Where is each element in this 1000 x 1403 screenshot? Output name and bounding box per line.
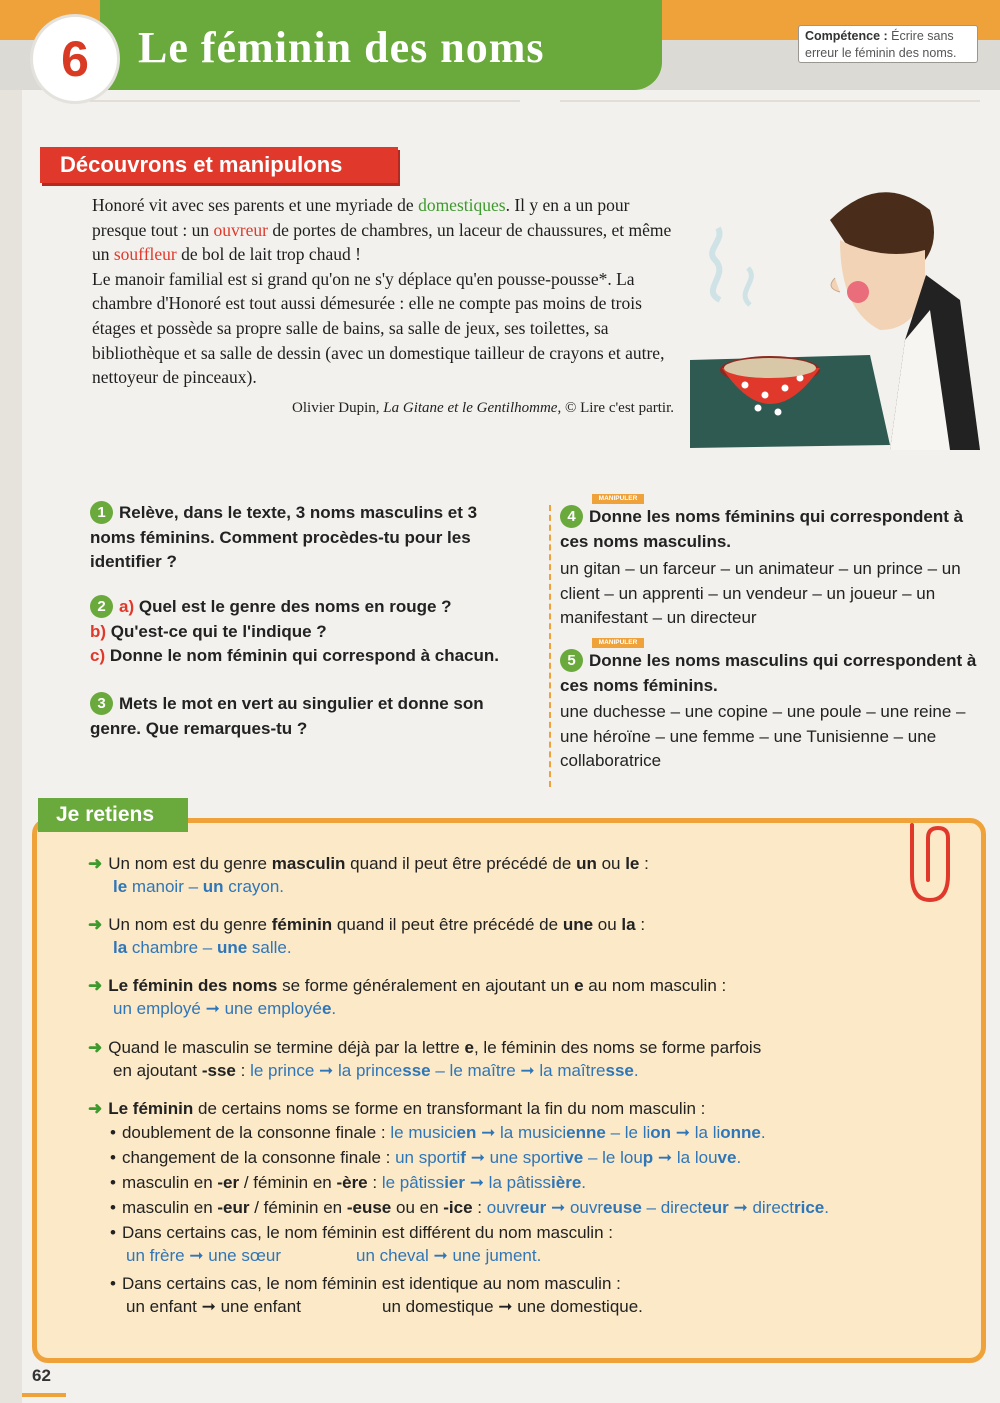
red-word: ouvreur (213, 219, 268, 240)
example-text: ➞ la li (671, 1123, 721, 1142)
bullet-text: masculin en (121, 1198, 218, 1217)
rule-text: Quand le masculin se termine déjà par la lettre (108, 1038, 465, 1057)
source-book: La Gitane et le Gentilhomme (383, 400, 558, 416)
rule-bold: Le féminin (108, 1099, 194, 1118)
arrow-icon: ➜ (88, 976, 103, 995)
question-2b (90, 620, 530, 645)
show-through-lines (90, 100, 520, 112)
example-text: chambre – (127, 938, 217, 957)
bullet-text: doublement de la consonne finale : (121, 1123, 391, 1142)
question-3-text: Mets le mot en vert au singulier et donne son genre. Que remarques-tu ? (90, 694, 484, 738)
example-text: – le maître ➞ la maître (430, 1061, 606, 1080)
example-bold: sse (402, 1061, 431, 1080)
bullet-text: : (472, 1198, 487, 1217)
bullet-example (487, 1198, 829, 1217)
example-text: . (633, 1061, 639, 1080)
rule-bold: un (576, 854, 597, 873)
question-2b-text: Qu'est-ce qui te l'indique ? (106, 621, 327, 641)
question-4 (560, 505, 980, 554)
bullet-example (382, 1173, 586, 1192)
question-2a (90, 595, 530, 620)
example-text: ➞ une sporti (465, 1148, 565, 1167)
question-4-words: un gitan – un farceur – un animateur – un prince – un client – un apprenti – un vendeur – un joueur – un manifestant – un directeur (560, 559, 961, 627)
manipuler-badge: MANIPULER (592, 494, 644, 504)
rule-bold: e (574, 976, 584, 995)
bullet-eur-euse (110, 1196, 970, 1219)
rule-transformation (88, 1097, 968, 1120)
rule-bold: la (621, 915, 636, 934)
example-bold: une (216, 938, 248, 957)
question-number-badge: 2 (90, 595, 113, 618)
example-text: . (824, 1198, 829, 1217)
example-bold: ve (717, 1148, 737, 1167)
example-bold: eur (702, 1198, 729, 1217)
question-5 (560, 649, 980, 698)
example-bold: e (321, 999, 332, 1018)
rule-bold: masculin (271, 854, 346, 873)
bullet-text: ou en (391, 1198, 444, 1217)
bullet-text: masculin en (121, 1173, 218, 1192)
arrow-icon: ➜ (88, 854, 103, 873)
bullet-text: / féminin en (239, 1173, 337, 1192)
rule-bold: féminin (271, 915, 333, 934)
example-bold: ve (564, 1148, 584, 1167)
rule-text: quand il peut être précédé de (345, 854, 577, 873)
arrow-icon: ➜ (88, 1099, 103, 1118)
bullet-bold: -er (217, 1173, 240, 1192)
bullet-different (110, 1221, 970, 1267)
bullet-bold: -ice (443, 1198, 473, 1217)
question-2c-text: Donne le nom féminin qui correspond à chacun. (105, 646, 500, 665)
rule-bold: Le féminin des noms (108, 976, 278, 995)
bullet-icon: • (110, 1173, 116, 1192)
page-number-underline (22, 1393, 66, 1397)
example-text: le prince ➞ la prince (250, 1061, 403, 1080)
example-text: ➞ la pâtiss (464, 1173, 552, 1192)
example-bold: euse (603, 1198, 642, 1217)
rule-text: : (235, 1061, 251, 1080)
example-text: . (331, 999, 337, 1018)
excerpt-text: Honoré vit avec ses parents et une myriade de (92, 195, 419, 215)
example-text: le musici (390, 1123, 457, 1142)
example-bold: enne (566, 1123, 606, 1142)
example-bold: le (113, 877, 128, 896)
bullet-text: Dans certains cas, le nom féminin est différent du nom masculin : (121, 1223, 613, 1242)
page-number: 62 (32, 1366, 51, 1385)
example-text: . (760, 1123, 766, 1142)
example-text: salle. (247, 938, 292, 957)
rule-example (250, 1061, 639, 1080)
source-author: Olivier Dupin, (292, 400, 384, 416)
example-bold: onne (720, 1123, 761, 1142)
example-bold: ier (444, 1173, 465, 1192)
example-text: – le lou (583, 1148, 643, 1167)
example-bold: on (650, 1123, 672, 1142)
column-separator (549, 505, 551, 787)
example-text: ➞ direct (728, 1198, 795, 1217)
question-5-words: une duchesse – une copine – une poule – une reine – une héroïne – une femme – une Tunisienne – une collaboratrice (560, 702, 966, 770)
bullet-doublement (110, 1121, 970, 1144)
rule-text: ou (593, 915, 622, 934)
example-text: un sporti (395, 1148, 461, 1167)
example-bold: eur (519, 1198, 547, 1217)
show-through-lines (560, 100, 980, 112)
excerpt-text: . Il y en a un pour presque tout : un (92, 195, 630, 240)
competence-text: Écrire sans erreur le féminin des noms. (805, 29, 957, 60)
example-text: ➞ la lou (653, 1148, 718, 1167)
excerpt-source (92, 400, 674, 417)
chapter-number: 6 (30, 14, 120, 104)
bullet-example (110, 1244, 970, 1267)
rule-continuation (88, 1059, 968, 1082)
example-bold: sse (605, 1061, 634, 1080)
reading-excerpt (92, 193, 682, 390)
excerpt-paragraph-2: Le manoir familial est si grand qu'on ne s'y déplace qu'en pousse-pousse*. La chambre d'Honoré est tout aussi démesurée : elle ne compte pas moins de trois étages et possède sa propre salle de bains, sa salle de jeux, ses toilettes, sa bibliothèque et sa salle de dessin (avec un domestique tailleur de crayons et autre, nettoyeur de pinceaux). (92, 268, 665, 388)
bullet-bold: -eur (217, 1198, 250, 1217)
example-text: un enfant ➞ une enfant (126, 1297, 301, 1316)
rule-text: se forme généralement en ajoutant un (277, 976, 575, 995)
rule-text: Un nom est du genre (108, 854, 272, 873)
question-2c (90, 644, 530, 669)
example-text: ➞ la musici (476, 1123, 567, 1142)
je-retiens-title: Je retiens (38, 798, 188, 832)
rule-bold: le (625, 854, 640, 873)
example-text: un frère ➞ une sœur (126, 1246, 282, 1265)
question-2a-text: Quel est le genre des noms en rouge ? (134, 597, 452, 616)
bullet-icon: • (110, 1148, 116, 1167)
example-bold: p (642, 1148, 654, 1167)
rule-example (88, 997, 968, 1020)
example-text: crayon. (223, 877, 285, 896)
sub-label: c) (90, 646, 106, 665)
bullet-bold: -ère (336, 1173, 368, 1192)
example-text: ➞ ouvr (546, 1198, 604, 1217)
example-bold: un (202, 877, 224, 896)
example-text: ouvr (486, 1198, 520, 1217)
example-bold: en (456, 1123, 477, 1142)
rule-bold: une (562, 915, 594, 934)
rule-bold: e (464, 1038, 474, 1057)
excerpt-text: de bol de lait trop chaud ! (176, 244, 361, 265)
bullet-example (390, 1123, 765, 1142)
bullet-example (110, 1295, 970, 1318)
question-5-text: Donne les noms masculins qui correspondent à ces noms féminins. (560, 651, 977, 695)
green-word: domestiques (418, 195, 506, 215)
example-text: manoir – (127, 877, 203, 896)
bullet-text: Dans certains cas, le nom féminin est identique au nom masculin : (121, 1274, 621, 1293)
bullet-identique (110, 1272, 970, 1318)
question-2 (90, 595, 530, 669)
page-title: Le féminin des noms (138, 23, 545, 72)
rule-text: : (639, 854, 649, 873)
example-text: . (581, 1173, 587, 1192)
arrow-icon: ➜ (88, 1038, 103, 1057)
bullet-bold: -euse (346, 1198, 392, 1217)
example-bold: la (113, 938, 128, 957)
rule-example (88, 875, 968, 898)
bullet-icon: • (110, 1198, 116, 1217)
sub-label: b) (90, 621, 107, 641)
example-text: un employé ➞ une employé (113, 999, 322, 1018)
bullet-icon: • (110, 1123, 116, 1142)
rule-ajout-e (88, 974, 968, 1020)
example-text: le pâtiss (381, 1173, 445, 1192)
question-3 (90, 692, 520, 741)
manipuler-badge: MANIPULER (592, 638, 644, 648)
question-number-badge: 1 (90, 501, 113, 524)
example-bold: f (460, 1148, 466, 1167)
rule-text: , le féminin des noms se forme parfois (473, 1038, 762, 1057)
question-4-text: Donne les noms féminins qui correspondent à ces noms masculins. (560, 507, 964, 551)
rule-masculin (88, 852, 968, 898)
question-number-badge: 3 (90, 692, 113, 715)
section-title: Découvrons et manipulons (40, 147, 398, 183)
left-margin-strip (0, 90, 22, 1403)
competence-box (798, 25, 978, 63)
rule-example (88, 936, 968, 959)
bullet-text: / féminin en (249, 1198, 347, 1217)
question-number-badge: 5 (560, 649, 583, 672)
example-bold: rice (794, 1198, 825, 1217)
bullet-example (395, 1148, 741, 1167)
boy-blowing-on-bowl-illustration (690, 180, 990, 460)
source-publisher: , © Lire c'est partir. (557, 400, 674, 416)
bullet-er-ere (110, 1171, 970, 1194)
question-1-text: Relève, dans le texte, 3 noms masculins et 3 noms féminins. Comment procèdes-tu pour les identifier ? (90, 503, 478, 571)
question-number-badge: 4 (560, 505, 583, 528)
example-bold: ière (551, 1173, 582, 1192)
bullet-text: : (367, 1173, 382, 1192)
excerpt-text: de portes de chambres, un laceur de chaussures, et même un (92, 219, 672, 265)
bullet-icon: • (110, 1274, 116, 1293)
bullet-text: changement de la consonne finale : (121, 1148, 396, 1167)
question-1 (90, 501, 520, 575)
arrow-icon: ➜ (88, 915, 103, 934)
bullet-icon: • (110, 1223, 116, 1242)
rule-bold: -sse (201, 1061, 236, 1080)
rule-text: : (635, 915, 646, 934)
red-word: souffleur (113, 244, 177, 265)
rule-text: au nom masculin : (583, 976, 727, 995)
rule-text: en ajoutant (113, 1061, 202, 1080)
example-text: un cheval ➞ une jument. (356, 1246, 542, 1265)
rule-text: Un nom est du genre (108, 915, 272, 934)
example-text: – le li (605, 1123, 651, 1142)
competence-label: Compétence : (805, 29, 888, 43)
example-text: – direct (641, 1198, 703, 1217)
rule-sse (88, 1036, 968, 1082)
excerpt-paragraph-1 (92, 193, 682, 267)
example-text: . (736, 1148, 742, 1167)
bullet-changement (110, 1146, 970, 1169)
sub-label: a) (119, 597, 135, 616)
example-text: un domestique ➞ une domestique. (382, 1297, 643, 1316)
rule-feminin (88, 913, 968, 959)
rule-text: quand il peut être précédé de (332, 915, 563, 934)
rule-text: ou (596, 854, 626, 873)
rule-text: de certains noms se forme en transformant la fin du nom masculin : (193, 1099, 706, 1118)
